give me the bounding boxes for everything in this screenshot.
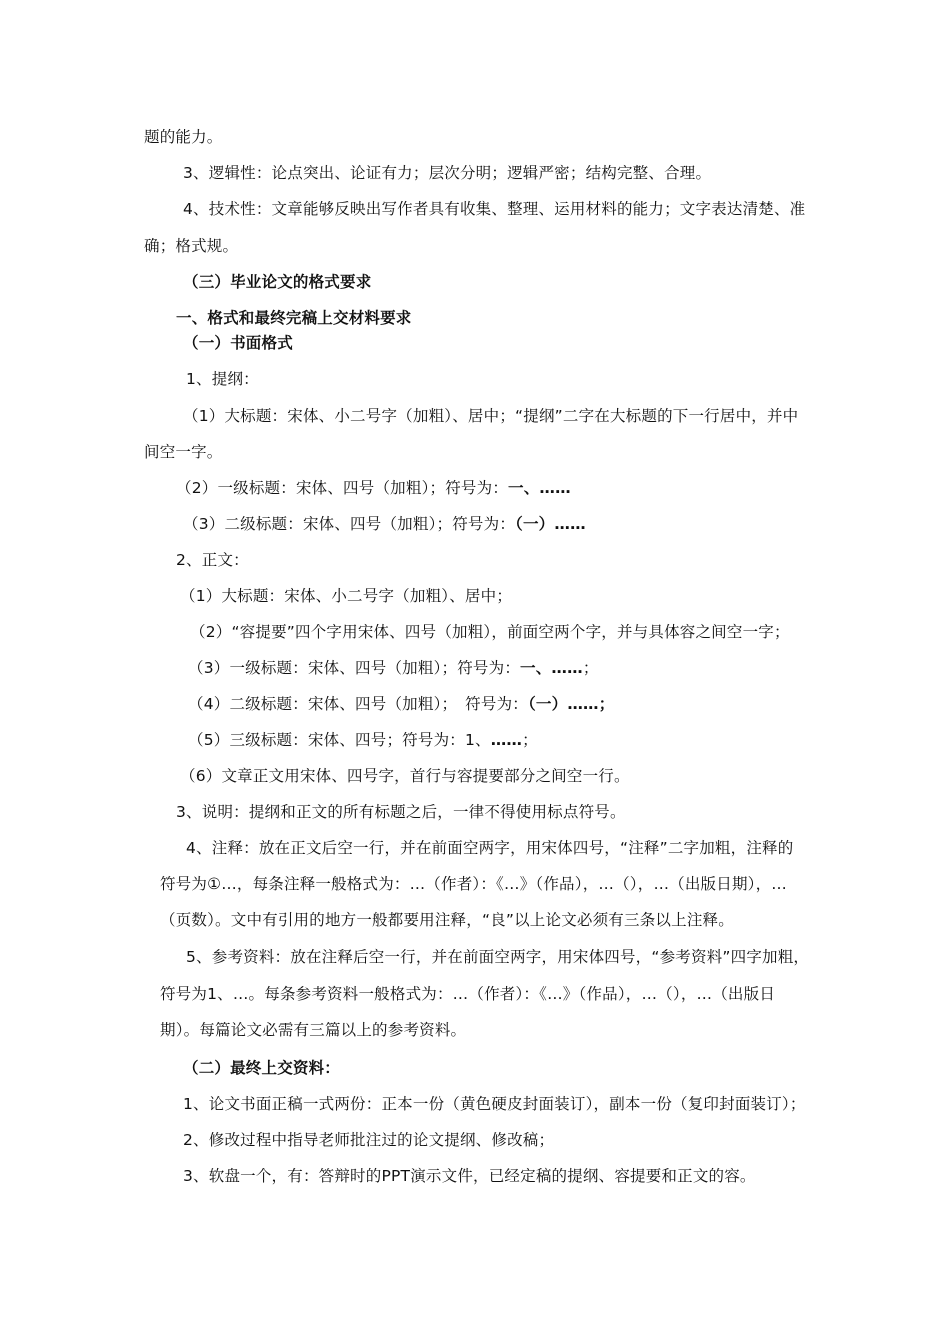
text-line: 间空一字。 — [144, 443, 223, 461]
text-span: （5）三级标题：宋体、四号；符号为：1、 — [188, 731, 491, 749]
text-span: ； — [522, 731, 538, 749]
text-line: 3、说明：提纲和正文的所有标题之后，一律不得使用标点符号。 — [176, 803, 626, 821]
text-span: （4）二级标题：宋体、四号（加粗）； 符号为： — [188, 695, 528, 713]
text-line — [188, 729, 538, 751]
text-line: 2、正文： — [176, 551, 249, 569]
section-heading: （三）毕业论文的格式要求 — [183, 273, 372, 291]
text-line: 3、软盘一个，有：答辩时的PPT演示文件，已经定稿的提纲、容提要和正文的容。 — [183, 1167, 756, 1185]
text-span: （2）一级标题：宋体、四号（加粗）；符号为： — [176, 479, 509, 497]
text-line — [188, 657, 599, 679]
text-line: 符号为1、…。每条参考资料一般格式为：…（作者）：《…》（作品），…（），…（出版日 — [160, 985, 776, 1003]
text-line: 符号为①…，每条注释一般格式为：…（作者）：《…》（作品），…（），…（出版日期），… — [160, 875, 787, 893]
text-line — [188, 693, 614, 715]
symbol-text: （一）……； — [527, 695, 615, 713]
text-line: 确；格式规。 — [144, 237, 239, 255]
text-line: （1）大标题：宋体、小二号字（加粗）、居中；“提纲”二字在大标题的下一行居中，并中 — [183, 407, 799, 425]
text-line: 1、论文书面正稿一式两份：正本一份（黄色硬皮封面装订），副本一份（复印封面装订）； — [183, 1095, 806, 1113]
text-line: 期）。每篇论文必需有三篇以上的参考资料。 — [160, 1021, 467, 1039]
text-span: ； — [582, 659, 599, 677]
text-line — [176, 477, 571, 499]
symbol-text: （一）…… — [515, 515, 586, 533]
subsection-heading: （一）书面格式 — [183, 334, 293, 352]
text-line: （2）“容提要”四个字用宋体、四号（加粗），前面空两个字，并与具体容之间空一字； — [190, 623, 790, 641]
subsection-heading: （二）最终上交资料： — [183, 1059, 341, 1077]
text-line: （页数）。文中有引用的地方一般都要用注释，“良”以上论文必须有三条以上注释。 — [160, 911, 734, 929]
text-span: （3）一级标题：宋体、四号（加粗）；符号为： — [188, 659, 521, 677]
text-line: 1、提纲： — [186, 370, 259, 388]
text-line: （6）文章正文用宋体、四号字，首行与容提要部分之间空一行。 — [180, 767, 630, 785]
symbol-text: 一、…… — [520, 659, 583, 677]
symbol-text: 一、…… — [508, 479, 571, 497]
section-heading: 一、格式和最终完稿上交材料要求 — [176, 309, 412, 327]
symbol-text: …… — [490, 731, 523, 749]
text-line: 5、参考资料：放在注释后空一行，并在前面空两字，用宋体四号，“参考资料”四字加粗， — [186, 948, 810, 966]
text-line: 3、逻辑性：论点突出、论证有力；层次分明；逻辑严密；结构完整、合理。 — [183, 164, 712, 182]
text-line: 4、注释：放在正文后空一行，并在前面空两字，用宋体四号，“注释”二字加粗，注释的 — [186, 839, 794, 857]
text-span: （3）二级标题：宋体、四号（加粗）；符号为： — [183, 515, 516, 533]
text-line — [183, 513, 586, 535]
text-line: 2、修改过程中指导老师批注过的论文提纲、修改稿； — [183, 1131, 555, 1149]
text-line: （1）大标题：宋体、小二号字（加粗）、居中； — [180, 587, 513, 605]
text-line: 题的能力。 — [144, 128, 223, 146]
text-line: 4、技术性：文章能够反映出写作者具有收集、整理、运用材料的能力；文字表达清楚、准 — [183, 200, 806, 218]
